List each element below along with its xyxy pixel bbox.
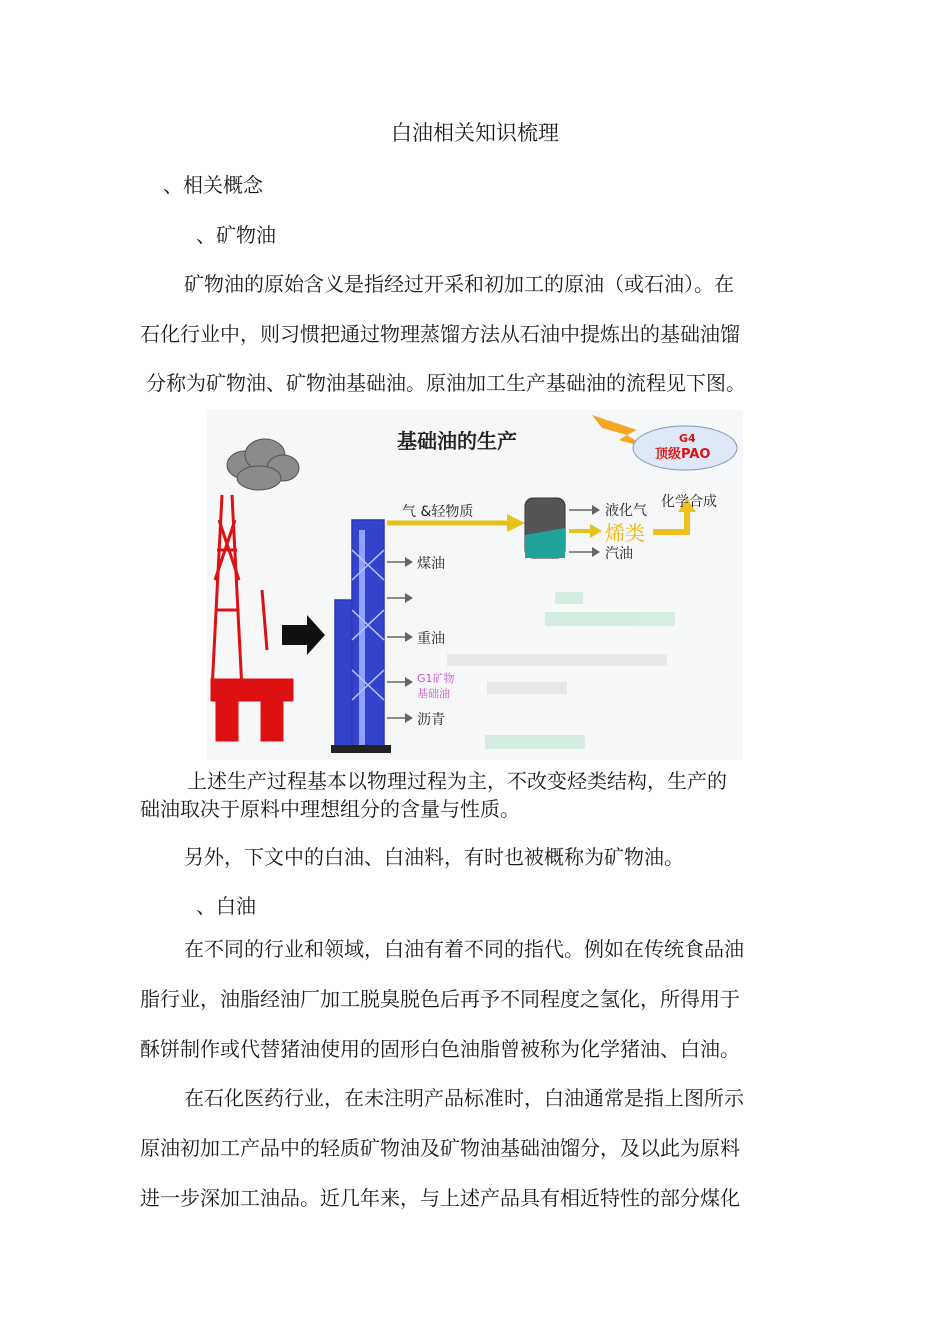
paragraph-1-line-1: 矿物油的原始含义是指经过开采和初加工的原油（或石油）。在 — [184, 272, 734, 296]
paragraph-4-line-3: 酥饼制作或代替猪油使用的固形白色油脂曾被称为化学猪油、白油。 — [140, 1037, 740, 1061]
paragraph-1-line-2: 石化行业中，则习惯把通过物理蒸馏方法从石油中提炼出的基础油馏 — [140, 322, 740, 346]
label-asphalt: 沥青 — [417, 712, 445, 728]
page-title: 白油相关知识梳理 — [391, 121, 559, 145]
label-g1-line2: 基础油 — [417, 687, 450, 700]
paragraph-3: 另外，下文中的白油、白油料，有时也被概称为矿物油。 — [184, 845, 684, 869]
paragraph-2-line-2: 础油取决于原料中理想组分的含量与性质。 — [140, 797, 520, 821]
label-g4: G4 — [679, 432, 696, 445]
label-lpg: 液化气 — [605, 503, 647, 519]
paragraph-5-line-1: 在石化医药行业，在未注明产品标准时，白油通常是指上图所示 — [184, 1086, 744, 1110]
paragraph-4-line-2: 脂行业，油脂经油厂加工脱臭脱色后再予不同程度之氢化，所得用于 — [140, 987, 740, 1011]
label-gasoline: 汽油 — [605, 546, 633, 562]
base-oil-production-figure — [207, 410, 743, 760]
label-g1-line1: G1矿物 — [417, 672, 455, 685]
paragraph-5-line-3: 进一步深加工油品。近几年来，与上述产品具有相近特性的部分煤化 — [140, 1186, 740, 1210]
paragraph-5-line-2: 原油初加工产品中的轻质矿物油及矿物油基础油馏分，及以此为原料 — [140, 1136, 740, 1160]
paragraph-1-line-3: 分称为矿物油、矿物油基础油。原油加工生产基础油的流程见下图。 — [146, 371, 746, 395]
label-olefins: 烯类 — [605, 521, 645, 545]
label-top-pao: 顶级PAO — [655, 447, 711, 462]
label-gas-light: 气 &轻物质 — [402, 504, 474, 520]
paragraph-4-line-1: 在不同的行业和领域，白油有着不同的指代。例如在传统食品油 — [184, 937, 744, 961]
section-heading-concepts: 、相关概念 — [163, 173, 263, 197]
label-kerosene: 煤油 — [417, 556, 445, 572]
separator-tank-icon — [525, 498, 565, 558]
subheading-white-oil: 、白油 — [196, 894, 256, 918]
paragraph-2-line-1: 上述生产过程基本以物理过程为主，不改变烃类结构，生产的 — [187, 769, 727, 793]
figure-title: 基础油的生产 — [397, 429, 517, 453]
label-heavy-oil: 重油 — [417, 631, 445, 647]
label-chem-synth: 化学合成 — [661, 494, 717, 510]
subheading-mineral-oil: 、矿物油 — [196, 223, 276, 247]
